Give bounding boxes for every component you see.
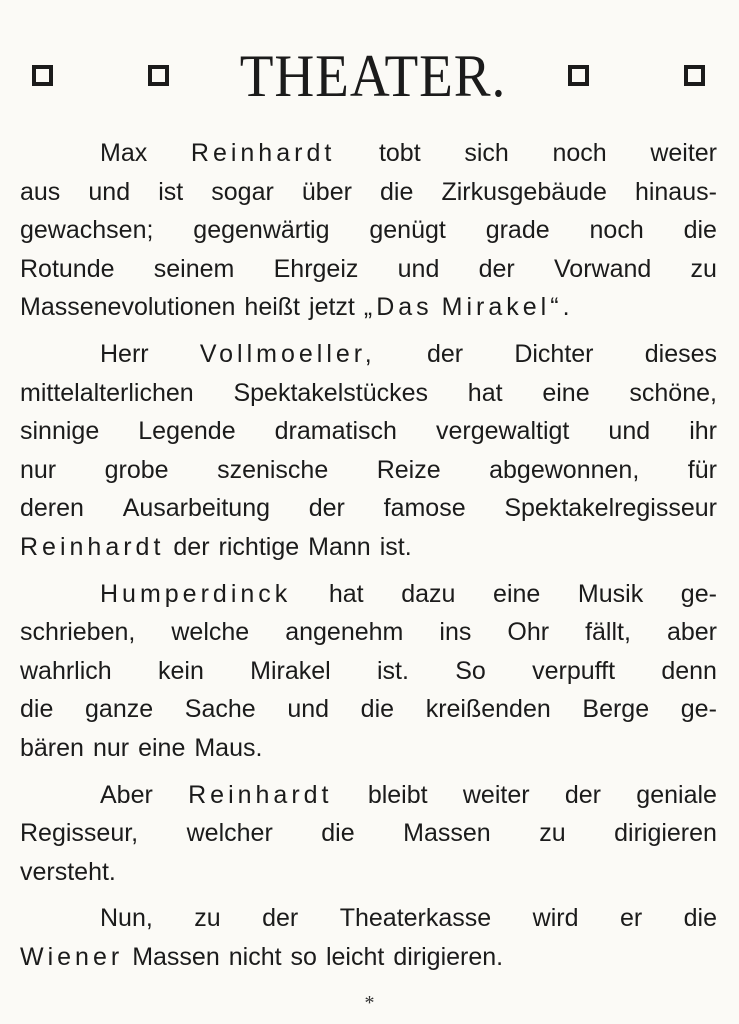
word: Maus. <box>194 733 263 762</box>
word: Max <box>100 139 148 167</box>
word: und <box>608 417 651 446</box>
paragraph <box>20 776 717 892</box>
word: kreißenden <box>425 695 551 724</box>
word: wird <box>532 904 579 933</box>
word: Reinhardt <box>20 532 165 561</box>
paragraph <box>20 899 717 976</box>
word: richtige <box>218 532 300 561</box>
word: dirigieren <box>614 819 717 848</box>
word: und <box>397 254 440 283</box>
word: sinnige <box>20 417 100 446</box>
word: Sache <box>184 695 256 724</box>
word: und <box>287 695 330 724</box>
word: Vorwand <box>554 254 652 283</box>
word: die <box>683 216 717 245</box>
word: Mann <box>308 532 371 561</box>
word: schöne, <box>629 378 717 407</box>
word: heißt <box>244 293 301 322</box>
word: ist <box>158 177 184 206</box>
word: szenische <box>217 455 329 484</box>
word: hat <box>467 378 503 407</box>
word: kein <box>157 656 204 685</box>
text-line <box>20 489 717 528</box>
text-line <box>20 412 717 451</box>
word: Zirkusgebäude <box>441 177 607 206</box>
word: verpufft <box>532 656 616 685</box>
text-line <box>20 776 717 815</box>
word: ist. <box>377 656 409 685</box>
word: ge- <box>680 579 717 608</box>
word: sogar <box>211 177 274 206</box>
word: nicht <box>228 942 282 971</box>
text-line <box>20 374 717 413</box>
text-line <box>20 938 717 977</box>
word: grobe <box>104 455 169 484</box>
section-header <box>0 38 739 118</box>
word: der <box>308 494 345 523</box>
word: Humperdinck <box>100 579 292 608</box>
word: aus <box>20 177 61 206</box>
word: grade <box>485 216 550 245</box>
word: „Das <box>363 293 433 322</box>
text-line <box>20 853 717 892</box>
word: Spektakelregisseur <box>504 494 717 523</box>
word: Rotunde <box>20 254 115 283</box>
word: Vollmoeller, <box>199 339 376 368</box>
text-line <box>20 134 717 173</box>
text-line <box>20 211 717 250</box>
text-line <box>20 250 717 289</box>
word: und <box>88 177 131 206</box>
word: Musik <box>577 579 644 608</box>
word: der <box>173 532 210 561</box>
word: Mirakel“. <box>441 293 574 322</box>
text-line <box>20 729 717 768</box>
word: der <box>478 254 515 283</box>
word: die <box>380 177 414 206</box>
word: Massenevolutionen <box>20 293 236 322</box>
text-line <box>20 288 717 327</box>
word: eine <box>493 579 541 608</box>
word: geniale <box>636 780 717 809</box>
word: wahrlich <box>20 656 112 685</box>
word: Reinhardt <box>188 780 333 809</box>
word: die <box>321 819 355 848</box>
word: eine <box>138 733 186 762</box>
word: Berge <box>582 695 650 724</box>
word: abgewonnen, <box>489 455 640 484</box>
word: jetzt <box>309 293 355 322</box>
page-title: THEATER. <box>239 43 507 109</box>
word: Mirakel <box>250 656 331 685</box>
word: gegenwärtig <box>193 216 330 245</box>
word: dirigieren. <box>393 942 504 971</box>
word: dramatisch <box>274 417 397 446</box>
word: Reinhardt <box>190 139 336 167</box>
word: Dichter <box>514 339 594 368</box>
text-line <box>20 528 717 567</box>
word: der <box>426 339 464 368</box>
word: welcher <box>186 819 273 848</box>
text-line <box>20 652 717 691</box>
square-ornament-icon <box>568 65 589 86</box>
word: aber <box>666 618 717 647</box>
word: die <box>360 695 395 724</box>
word: tobt <box>378 139 421 167</box>
text-line <box>20 575 717 614</box>
word: weiter <box>650 139 717 167</box>
word: der <box>564 780 601 809</box>
word: noch <box>589 216 644 245</box>
word: famose <box>383 494 466 523</box>
paragraph <box>20 335 717 567</box>
word: Nun, <box>100 904 153 933</box>
word: schrieben, <box>20 618 136 647</box>
word: Ausarbeitung <box>122 494 271 523</box>
word: seinem <box>153 254 235 283</box>
word: ihr <box>689 417 717 446</box>
word: Wiener <box>20 942 124 971</box>
word: ganze <box>85 695 154 724</box>
section-end-mark: * <box>364 992 375 1014</box>
word: Ehrgeiz <box>273 254 359 283</box>
word: Spektakelstückes <box>233 378 429 407</box>
word: Theaterkasse <box>339 904 492 933</box>
text-line <box>20 335 717 374</box>
word: nur <box>92 733 130 762</box>
text-line <box>20 451 717 490</box>
word: Reize <box>376 455 441 484</box>
word: bären <box>20 733 84 762</box>
word: versteht. <box>20 857 116 886</box>
word: mittelalterlichen <box>20 378 194 407</box>
word: ins <box>439 618 472 647</box>
word: weiter <box>462 780 530 809</box>
word: die <box>20 695 54 724</box>
word: noch <box>552 139 607 167</box>
word: Ohr <box>507 618 550 647</box>
square-ornament-icon <box>32 65 53 86</box>
word: So <box>455 656 486 685</box>
word: Massen <box>403 819 491 848</box>
paragraph <box>20 575 717 768</box>
word: zu <box>194 904 221 933</box>
word: so <box>290 942 317 971</box>
text-line <box>20 613 717 652</box>
word: genügt <box>369 216 446 245</box>
word: leicht <box>325 942 385 971</box>
word: Herr <box>100 339 149 368</box>
word: ge- <box>680 695 717 724</box>
word: dieses <box>644 339 717 368</box>
word: hinaus- <box>634 177 717 206</box>
paragraph <box>20 134 717 327</box>
word: angenehm <box>285 618 404 647</box>
word: denn <box>661 656 717 685</box>
word: über <box>301 177 352 206</box>
word: vergewaltigt <box>435 417 570 446</box>
word: fällt, <box>585 618 631 647</box>
word: Massen <box>132 942 220 971</box>
square-ornament-icon <box>684 65 705 86</box>
text-line <box>20 899 717 938</box>
word: bleibt <box>367 780 428 809</box>
article-body <box>20 134 717 984</box>
word: zu <box>539 819 566 848</box>
word: deren <box>20 494 84 523</box>
word: ist. <box>379 532 412 561</box>
word: Aber <box>100 780 153 809</box>
word: sich <box>464 139 509 167</box>
text-line <box>20 814 717 853</box>
text-line <box>20 690 717 729</box>
word: für <box>687 455 717 484</box>
word: welche <box>171 618 250 647</box>
word: zu <box>690 254 717 283</box>
word: hat <box>328 579 364 608</box>
word: nur <box>20 455 57 484</box>
word: er <box>619 904 643 933</box>
square-ornament-icon <box>148 65 169 86</box>
word: Legende <box>138 417 236 446</box>
word: eine <box>542 378 590 407</box>
word: dazu <box>401 579 456 608</box>
word: die <box>683 904 717 933</box>
text-line <box>20 173 717 212</box>
word: der <box>262 904 299 933</box>
word: Regisseur, <box>20 819 139 848</box>
word: gewachsen; <box>20 216 154 245</box>
